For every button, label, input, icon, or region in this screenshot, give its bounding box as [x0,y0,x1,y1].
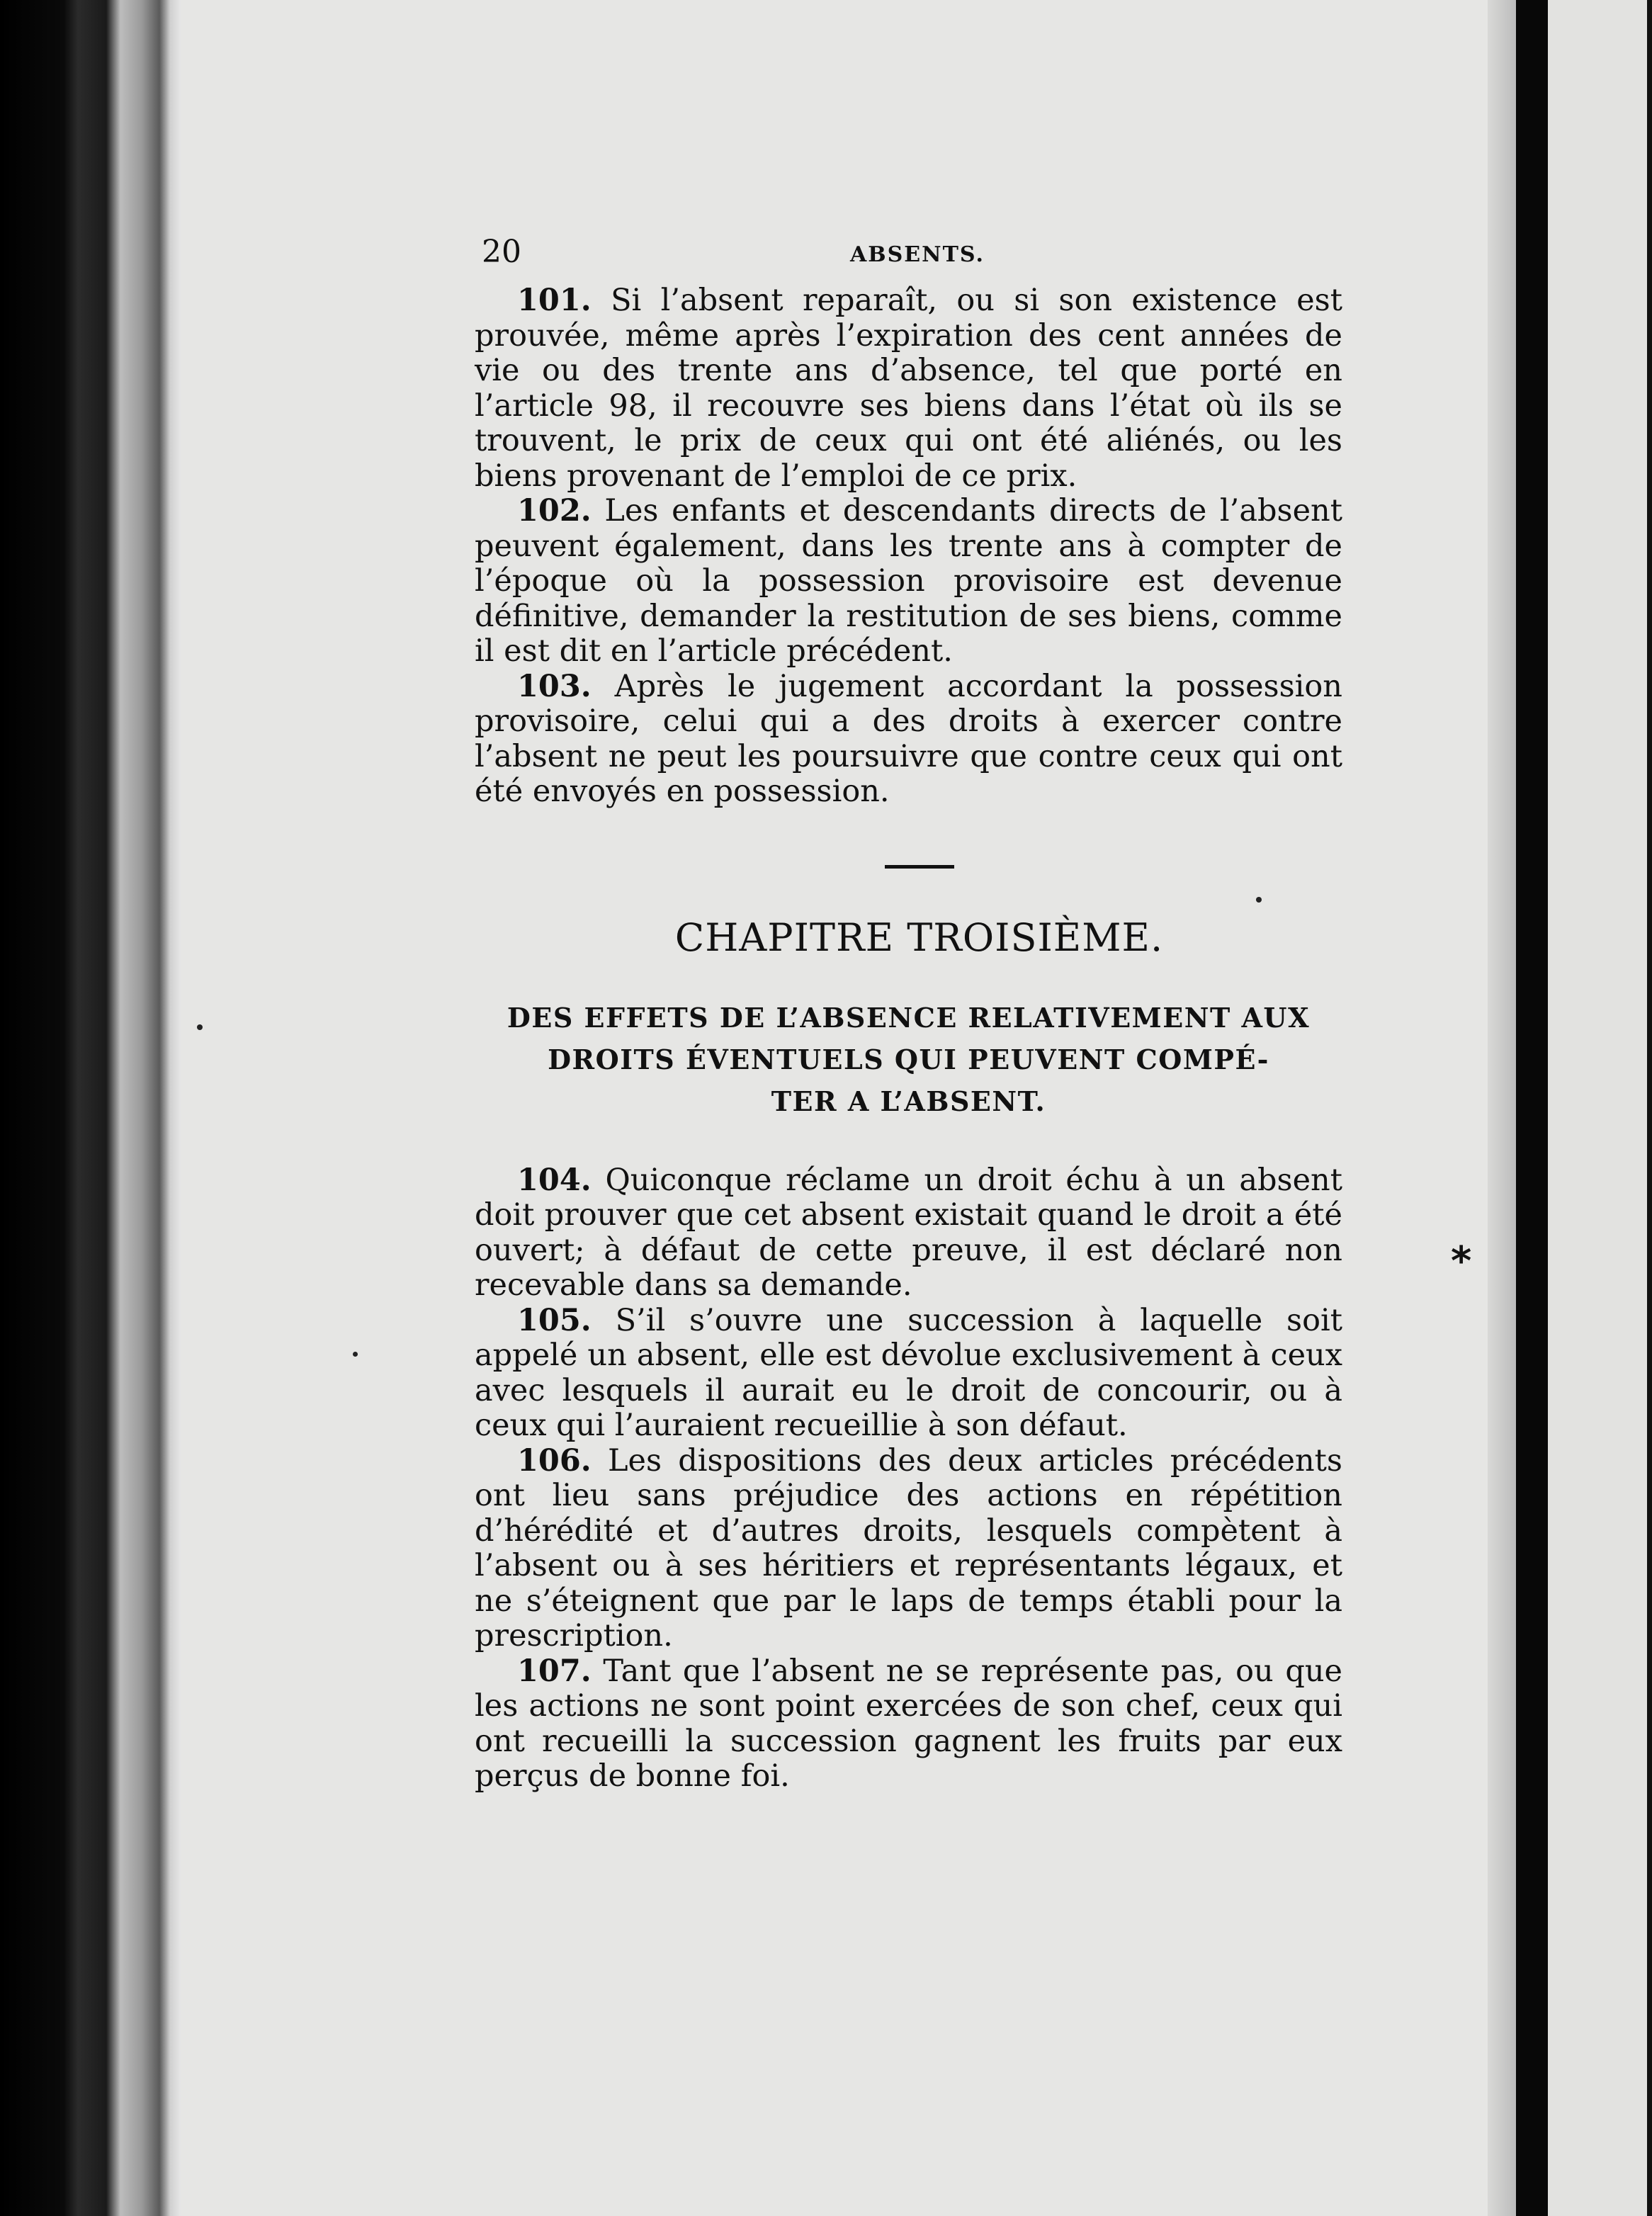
book-binding [0,0,181,2216]
article-number: 105. [517,1302,592,1338]
adjacent-page [1548,0,1647,2216]
article-107 [475,1654,1342,1794]
running-head [475,234,1342,283]
section-heading-line: TER A L’ABSENT. [771,1085,1046,1117]
article-106 [475,1444,1342,1654]
article-number: 103. [517,668,592,704]
article-text: Les dispositions des deux articles précédents ont lieu sans préjudice des actions en répétition d’hérédité et d’autres droits, lesquels compètent à l’absent ou à ses héritiers et représentants légaux, et ne s’éteignent que par le laps de temps établi pour la prescription. [475,1442,1343,1653]
print-speck [197,1024,203,1030]
article-text: S’il s’ouvre une succession à laquelle soit appelé un absent, elle est dévolue exclusivement à ceux avec lesquels il aurait eu le droit de concourir, ou à ceux qui l’auraient recueillie à son défaut. [475,1302,1343,1443]
margin-asterisk-mark: * [1451,1238,1472,1284]
article-number: 106. [517,1442,592,1479]
section-heading [475,997,1342,1122]
article-104 [475,1163,1342,1304]
article-text: Quiconque réclame un droit échu à un absent doit prouver que cet absent existait quand le droit a été ouvert; à défaut de cette preuve, il est déclaré non recevable dans sa demande. [475,1162,1343,1303]
page-gutter [1516,0,1548,2216]
article-text: Les enfants et descendants directs de l’absent peuvent également, dans les trente ans à compter de l’époque où la possession provisoire est devenue définitive, demander la restitution de ses biens, comme il est dit en l’article précédent. [475,493,1343,669]
article-text: Après le jugement accordant la possession provisoire, celui qui a des droits à exercer contre l’absent ne peut les poursuivre que contre ceux qui ont été envoyés en possession. [475,668,1343,809]
chapter-title: CHAPITRE TROISIÈME. [674,915,1164,960]
adjacent-page-edge [1647,0,1652,2216]
section-heading-line: DROITS ÉVENTUELS QUI PEUVENT COMPÉ- [548,1043,1269,1075]
article-text: Tant que l’absent ne se représente pas, ou que les actions ne sont point exercées de son chef, ceux qui ont recueilli la succession gagnent les fruits par eux perçus de bonne foi. [475,1653,1342,1794]
running-title: ABSENTS. [850,242,985,267]
article-number: 107. [517,1653,592,1689]
page-text [475,234,1342,1794]
article-text: Si l’absent reparaît, ou si son existence est prouvée, même après l’expiration des cent années de vie ou des trente ans d’absence, tel que porté en l’article 98, il recouvre ses biens dans l’état où ils se trouvent, le prix de ceux qui ont été aliénés, ou les biens provenant de l’emploi de ce prix. [475,283,1342,494]
section-rule [885,865,954,869]
article-105 [475,1304,1342,1444]
page-number: 20 [482,234,521,270]
section-heading-line: DES EFFETS DE L’ABSENCE RELATIVEMENT AUX [507,1001,1311,1034]
page-edge [1488,0,1516,2216]
article-number: 102. [517,493,592,528]
print-speck [353,1352,358,1357]
article-102 [475,494,1342,669]
article-number: 101. [517,283,592,318]
article-103 [475,669,1342,810]
article-101 [475,283,1342,494]
article-number: 104. [517,1162,592,1198]
